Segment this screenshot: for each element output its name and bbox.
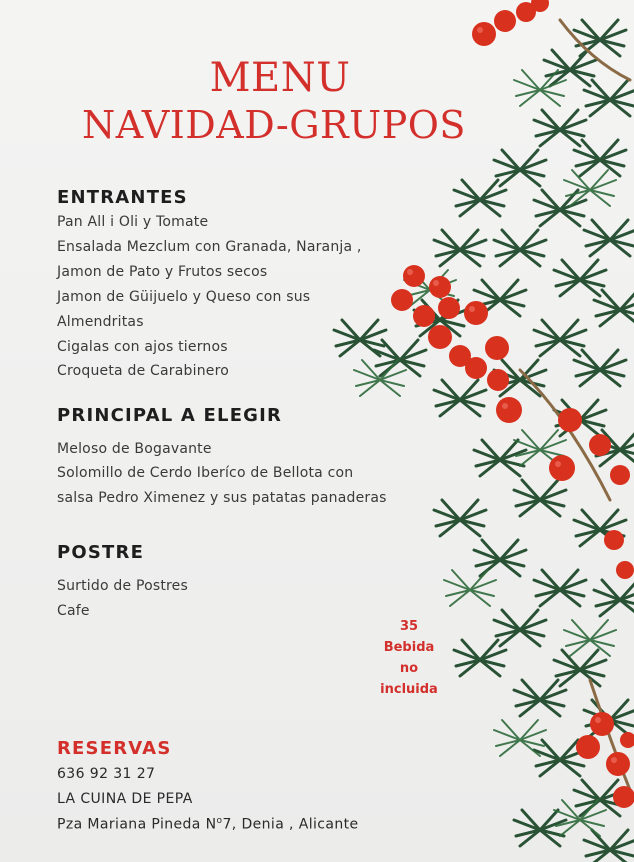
menu-item: Cigalas con ajos tiernos [57,339,228,355]
menu-item: Almendritas [57,314,144,330]
restaurant-name: LA CUINA DE PEPA [57,791,193,807]
menu-subtitle: NAVIDAD-GRUPOS [82,103,466,147]
menu-item: Ensalada Mezclum con Granada, Naranja , [57,239,362,255]
reservas-heading: RESERVAS [57,738,172,759]
reservas-phone: 636 92 31 27 [57,766,156,782]
menu-item: Meloso de Bogavante [57,441,212,457]
section-heading-postre: POSTRE [57,542,145,563]
menu-item: salsa Pedro Ximenez y sus patatas panaderas [57,490,387,506]
price-amount: 35 [399,619,419,634]
restaurant-address [57,816,359,833]
price-drink-label: Bebida [383,640,435,655]
address-prefix: Pza Mariana Pineda N [57,816,217,833]
address-number-sign: o [216,816,223,826]
menu-title: MENU [209,55,351,101]
section-heading-principal: PRINCIPAL A ELEGIR [57,405,283,426]
price-no-label: no [399,661,419,676]
menu-item: Solomillo de Cerdo Iberíco de Bellota con [57,465,354,481]
menu-item: Croqueta de Carabinero [57,363,229,379]
menu-item: Cafe [57,603,90,619]
menu-item: Pan All i Oli y Tomate [57,214,209,230]
menu-item: Surtido de Postres [57,578,188,594]
section-heading-entrantes: ENTRANTES [57,187,188,208]
price-note [372,616,446,700]
menu-item: Jamon de Pato y Frutos secos [57,264,268,280]
price-included-label: incluida [380,682,438,697]
menu-item: Jamon de Güijuelo y Queso con sus [57,289,311,305]
address-suffix: 7, Denia , Alicante [222,816,359,833]
